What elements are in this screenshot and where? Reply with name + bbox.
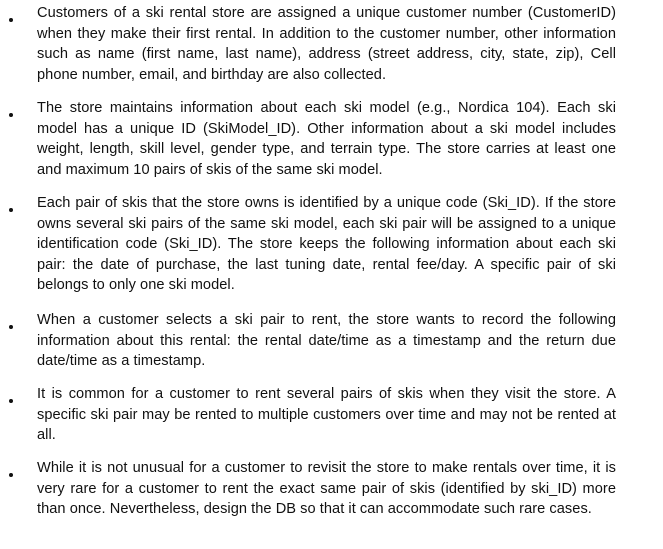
bullet-icon [9,399,13,403]
bullet-icon [9,325,13,329]
paragraph-repeat-rentals: While it is not unusual for a customer to revisit the store to make rentals over time, it is very rare for a customer to rent the exact same pair of skis (identified by ski_ID) more than once. Nevertheless, design the DB so that it can accommodate such rare cases. [37,460,616,517]
bullet-icon [9,113,13,117]
bullet-icon [9,208,13,212]
paragraph-multiple-rentals: It is common for a customer to rent several pairs of skis when they visit the store. A specific ski pair may be rented to multiple customers over time and may not be rented at all. [37,386,616,443]
paragraph-customers: Customers of a ski rental store are assigned a unique customer number (CustomerID) when they make their first rental. In addition to the customer number, other information such as name (first name, last name), address (street address, city, state, zip), Cell phone number, email, and birthday are also collected. [37,5,616,83]
paragraph-ski-models: The store maintains information about each ski model (e.g., Nordica 104). Each ski model has a unique ID (SkiModel_ID). Other information about a ski model includes weight, length, skill level, gender type, and terrain type. The store carries at least one and maximum 10 pairs of skis of the same ski model. [37,100,616,178]
paragraph-ski-pairs: Each pair of skis that the store owns is identified by a unique code (Ski_ID). If the store owns several ski pairs of the same ski model, each ski pair will be assigned to a unique identification code (Ski_ID). The store keeps the following information about each ski pair: the date of purchase, the last tuning date, rental fee/day. A specific pair of ski belongs to only one ski model. [37,195,616,293]
paragraph-rental-record: When a customer selects a ski pair to rent, the store wants to record the following information about this rental: the rental date/time as a timestamp and the return due date/time as a timestamp. [37,312,616,369]
bullet-icon [9,473,13,477]
bullet-icon [9,18,13,22]
